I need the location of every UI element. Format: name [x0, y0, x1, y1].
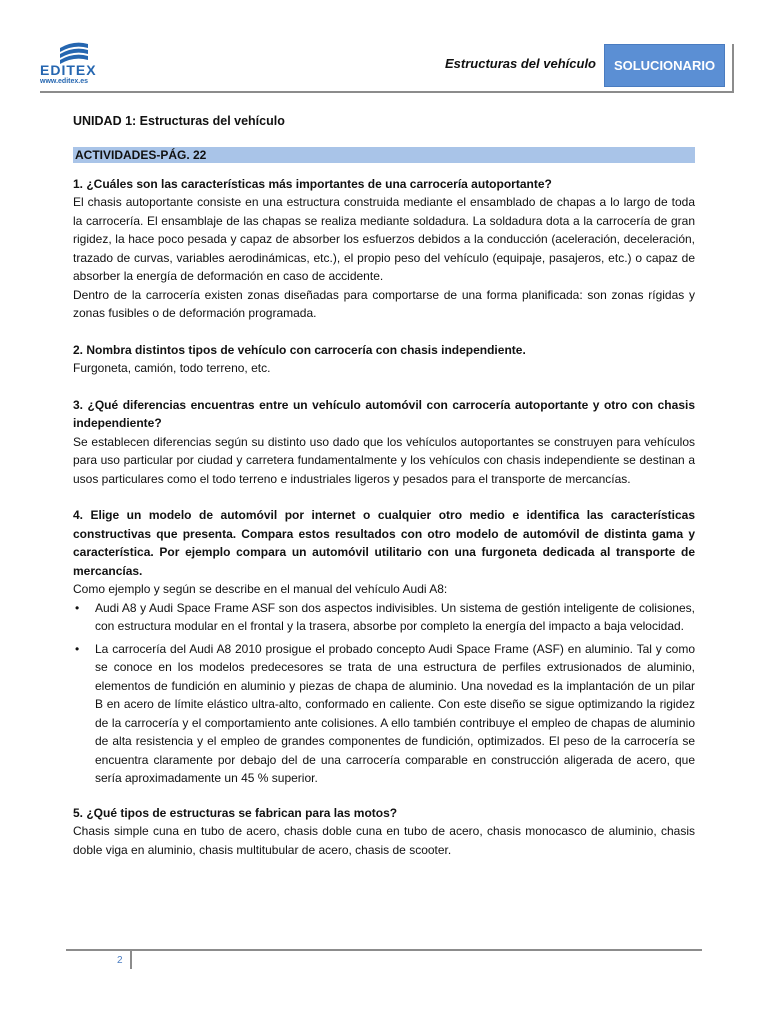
answer-1-paragraph-2: Dentro de la carrocería existen zonas diseñadas para comportarse de una forma planificada: son zonas rígidas y zonas fusibles o de deformación programada.: [73, 287, 695, 320]
answer-4-list: [73, 599, 695, 788]
answer-2: Furgoneta, camión, todo terreno, etc.: [73, 361, 271, 375]
question-1: 1. ¿Cuáles son las características más importantes de una carrocería autoportante?: [73, 176, 552, 191]
footer-vertical-rule: [130, 951, 132, 969]
section-header: ACTIVIDADES-PÁG. 22: [73, 147, 695, 163]
answer-5: Chasis simple cuna en tubo de acero, chasis doble cuna en tubo de acero, chasis monocasco de aluminio, chasis doble viga en aluminio, chasis multitubular de acero, chasis de scooter.: [73, 824, 695, 857]
logo-text: EDITEX: [40, 62, 97, 78]
question-4: 4. Elige un modelo de automóvil por internet o cualquier otro medio e identifica las características constructivas que presenta. Compara estos resultados con otro modelo de automóvil de distinta gama y característica. Por ejemplo compara un automóvil utilitario con una furgoneta dedicada al transporte de mercancías.: [73, 508, 695, 578]
answer-4-intro: Como ejemplo y según se describe en el manual del vehículo Audi A8:: [73, 582, 448, 596]
solucionario-badge: SOLUCIONARIO: [604, 44, 725, 87]
list-item: [75, 599, 695, 636]
editex-logo-icon: [56, 40, 92, 64]
question-3: 3. ¿Qué diferencias encuentras entre un vehículo automóvil con carrocería autoportante y otro con chasis independiente?: [73, 397, 695, 430]
question-5: 5. ¿Qué tipos de estructuras se fabrican para las motos?: [73, 805, 398, 820]
header-title: Estructuras del vehículo: [445, 56, 596, 71]
answer-3: Se establecen diferencias según su distinto uso dado que los vehículos autoportantes se construyen para vehículos para uso particular por ciudad y carretera fundamentalmente y los vehículos con chasis independiente se destinan a usos particulares como el todo terreno e industriales ligeros y pesados para el transporte de mercancías.: [73, 434, 695, 486]
bullet-icon: •: [75, 600, 80, 615]
list-item-text: La carrocería del Audi A8 2010 prosigue el probado concepto Audi Space Frame (ASF) en aluminio. Tal y como se conoce en los modelos predecesores se trata de una estructura de perfiles extrusionados de aluminio, elementos de fundición en aluminio y piezas de chapa de aluminio. Una novedad es la implantación de un pilar B en acero de límite elástico ultra-alto, conformado en caliente. Con este diseño se sigue optimizando la rigidez de la carrocería y el comportamiento ante colisiones. A ello también contribuye el empleo de chapas de aluminio de alta resistencia y el empleo de grandes componentes de fundición, optimizados. El peso de la carrocería se encuentra claramente por debajo del de una carrocería comparable en construcción aligerada de acero, que sería aproximadamente un 45 % superior.: [95, 641, 695, 785]
document-body: [73, 112, 695, 859]
editex-logo: [40, 40, 120, 90]
header-rule: [40, 91, 734, 93]
question-2: 2. Nombra distintos tipos de vehículo con carrocería con chasis independiente.: [73, 342, 526, 357]
page-number: 2: [117, 955, 123, 966]
footer-rule: [66, 949, 702, 951]
header-vertical-rule: [732, 44, 734, 93]
unit-title: UNIDAD 1: Estructuras del vehículo: [73, 114, 285, 128]
bullet-icon: •: [75, 641, 80, 656]
list-item: [75, 640, 695, 788]
list-item-text: Audi A8 y Audi Space Frame ASF son dos aspectos indivisibles. Un sistema de gestión inteligente de colisiones, con estructura modular en el frontal y la trasera, absorbe por completo la energía del impacto a baja velocidad.: [95, 600, 695, 633]
answer-1-paragraph-1: El chasis autoportante consiste en una estructura construida mediante el ensamblado de chapas a lo largo de toda la carrocería. El ensamblaje de las chapas se realiza mediante soldadura. La soldadura dota a la carrocería de gran rigidez, la hace poco pesada y capaz de absorber los esfuerzos debidos a la conducción (aceleración, deceleración, trazado de curvas, variables aerodinámicas, etc.), el propio peso del vehículo (equipaje, pasajeros, etc.) o capaz de absorber la energía de deformación en caso de accidente.: [73, 195, 695, 283]
logo-url: www.editex.es: [40, 78, 88, 85]
